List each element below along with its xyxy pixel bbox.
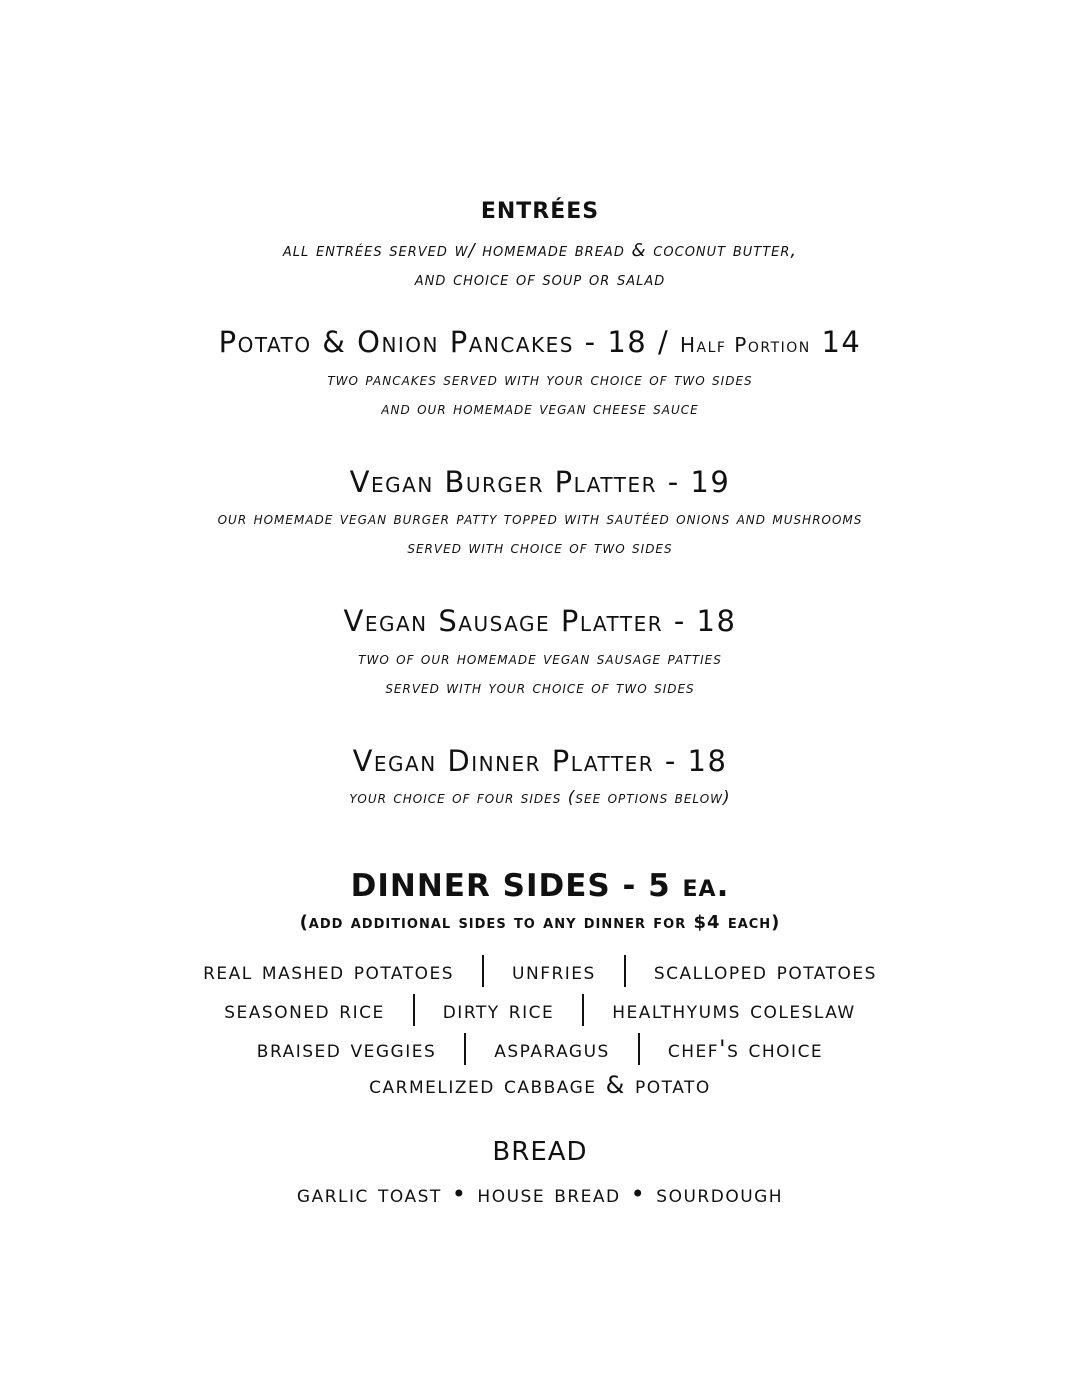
pancakes-half-portion: Half Portion bbox=[679, 333, 811, 357]
divider bbox=[582, 994, 584, 1026]
side-item: healthyums coleslaw bbox=[612, 996, 856, 1024]
entrees-note-line1: all entrées served w/ homemade bread & coconut butter, bbox=[282, 240, 798, 261]
menu-item-title-dinner: Vegan Dinner Platter - 18 bbox=[352, 744, 728, 778]
side-item: dirty rice bbox=[442, 996, 555, 1024]
entrees-note-line2: and choice of soup or salad bbox=[414, 269, 666, 290]
side-item: carmelized cabbage & potato bbox=[369, 1071, 711, 1099]
menu-item-desc-dinner-1: your choice of four sides (see options below) bbox=[349, 788, 731, 808]
pancakes-title-main: Potato & Onion Pancakes - 18 / bbox=[218, 325, 680, 359]
bread-heading: BREAD bbox=[492, 1137, 588, 1167]
menu-item-desc-sausage-1: two of our homemade vegan sausage patties bbox=[358, 649, 722, 669]
dinner-sides-heading bbox=[0, 868, 1080, 904]
divider bbox=[638, 1033, 640, 1065]
sides-row-2 bbox=[0, 994, 1080, 1026]
bread-row bbox=[0, 1180, 1080, 1208]
bread-item: garlic toast bbox=[296, 1180, 442, 1208]
divider bbox=[464, 1033, 466, 1065]
sides-row-1 bbox=[0, 955, 1080, 987]
dinner-sides-heading-ea: ea. bbox=[682, 868, 730, 904]
side-item: asparagus bbox=[494, 1035, 610, 1063]
side-item: scalloped potatoes bbox=[653, 957, 877, 985]
bread-item: house bread bbox=[477, 1180, 621, 1208]
bullet-icon: • bbox=[451, 1180, 468, 1208]
entrees-heading: entrées bbox=[480, 188, 600, 226]
bullet-icon: • bbox=[630, 1180, 647, 1208]
divider bbox=[624, 955, 626, 987]
menu-item-title-burger: Vegan Burger Platter - 19 bbox=[349, 465, 731, 499]
dinner-sides-heading-main: DINNER SIDES - 5 bbox=[350, 868, 683, 904]
pancakes-half-price: 14 bbox=[810, 325, 862, 359]
sides-row-4 bbox=[0, 1071, 1080, 1099]
side-item: unfries bbox=[512, 957, 596, 985]
menu-item-desc-pancakes-2: and our homemade vegan cheese sauce bbox=[381, 399, 699, 419]
menu-item-title-pancakes bbox=[0, 325, 1080, 359]
sides-row-3 bbox=[0, 1033, 1080, 1065]
side-item: real mashed potatoes bbox=[203, 957, 455, 985]
side-item: chef's choice bbox=[667, 1035, 824, 1063]
menu-item-desc-pancakes-1: two pancakes served with your choice of two sides bbox=[327, 370, 753, 390]
menu-item-title-sausage: Vegan Sausage Platter - 18 bbox=[343, 604, 737, 638]
side-item: seasoned rice bbox=[224, 996, 385, 1024]
menu-item-desc-burger-2: served with choice of two sides bbox=[407, 538, 673, 558]
divider bbox=[482, 955, 484, 987]
divider bbox=[413, 994, 415, 1026]
side-item: braised veggies bbox=[256, 1035, 437, 1063]
menu-item-desc-burger-1: our homemade vegan burger patty topped with sautéed onions and mushrooms bbox=[217, 509, 863, 529]
dinner-sides-note: (add additional sides to any dinner for $4 each) bbox=[299, 912, 781, 933]
menu-item-desc-sausage-2: served with your choice of two sides bbox=[385, 678, 695, 698]
bread-item: sourdough bbox=[656, 1180, 784, 1208]
